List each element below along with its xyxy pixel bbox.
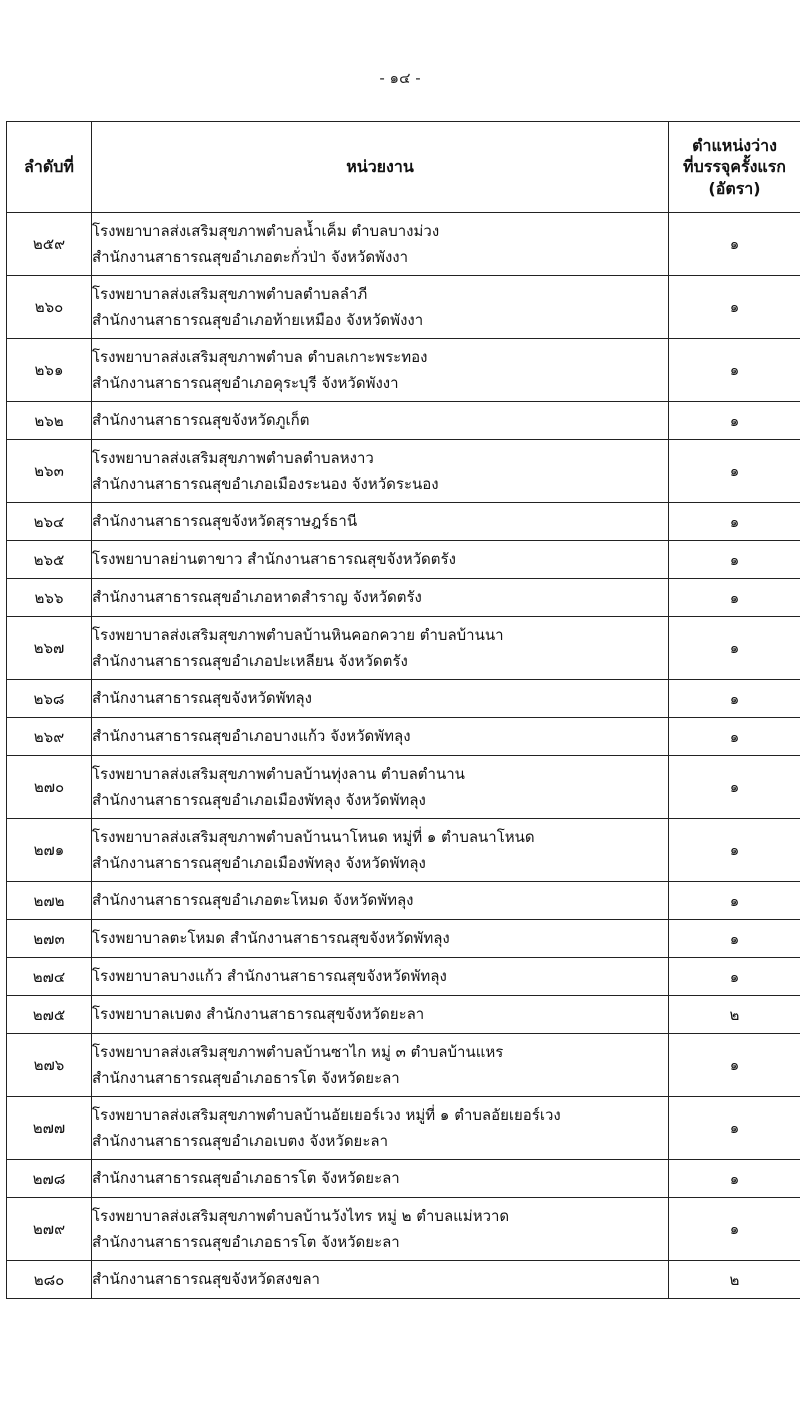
table-row xyxy=(7,1160,800,1198)
row-order-number: ๒๖๒ xyxy=(7,402,92,440)
row-order-number: ๒๗๖ xyxy=(7,1034,92,1097)
header-positions xyxy=(669,122,800,213)
row-quantity: ๑ xyxy=(669,958,800,996)
table-row xyxy=(7,339,800,402)
row-unit xyxy=(92,680,669,718)
row-order-number: ๒๖๖ xyxy=(7,579,92,617)
row-order-number: ๒๗๑ xyxy=(7,819,92,882)
page-number: - ๑๔ - xyxy=(379,69,421,87)
row-unit xyxy=(92,958,669,996)
row-unit xyxy=(92,1198,669,1261)
table-row xyxy=(7,680,800,718)
row-unit xyxy=(92,503,669,541)
row-order-number: ๒๖๑ xyxy=(7,339,92,402)
row-unit-line: สำนักงานสาธารณสุขอำเภอเมืองระนอง จังหวัดระนอง xyxy=(92,475,439,493)
table-row xyxy=(7,718,800,756)
row-unit xyxy=(92,440,669,503)
row-unit-line: โรงพยาบาลตะโหมด สำนักงานสาธารณสุขจังหวัดพัทลุง xyxy=(92,929,450,948)
table-row xyxy=(7,541,800,579)
row-unit-line: โรงพยาบาลบางแก้ว สำนักงานสาธารณสุขจังหวัดพัทลุง xyxy=(92,967,447,986)
header-positions-line1: ตำแหน่งว่าง xyxy=(692,135,777,155)
table-header-row xyxy=(7,122,800,213)
row-unit-line: โรงพยาบาลส่งเสริมสุขภาพตำบลบ้านหินคอกควาย ตำบลบ้านนา xyxy=(92,625,504,644)
row-unit-line: โรงพยาบาลส่งเสริมสุขภาพตำบลตำบลลำภี xyxy=(92,284,368,303)
table-row xyxy=(7,1034,800,1097)
row-unit-line: สำนักงานสาธารณสุขอำเภอตะกั่วป่า จังหวัดพังงา xyxy=(92,248,409,266)
row-unit xyxy=(92,718,669,756)
row-unit-line: โรงพยาบาลเบตง สำนักงานสาธารณสุขจังหวัดยะลา xyxy=(92,1005,425,1024)
row-unit-line: สำนักงานสาธารณสุขอำเภอเบตง จังหวัดยะลา xyxy=(92,1132,389,1150)
row-order-number: ๒๖๐ xyxy=(7,276,92,339)
row-quantity: ๑ xyxy=(669,1034,800,1097)
header-positions-line2: ที่บรรจุครั้งแรก xyxy=(683,157,786,177)
table-body xyxy=(7,213,800,1299)
table-row xyxy=(7,1198,800,1261)
row-quantity: ๑ xyxy=(669,680,800,718)
table-row xyxy=(7,756,800,819)
row-unit-line: สำนักงานสาธารณสุขจังหวัดสุราษฎร์ธานี xyxy=(92,512,358,531)
row-unit-line: โรงพยาบาลส่งเสริมสุขภาพตำบลบ้านทุ่งลาน ตำบลตำนาน xyxy=(92,764,465,783)
row-unit xyxy=(92,617,669,680)
header-positions-line3: (อัตรา) xyxy=(708,178,761,198)
row-unit-line: สำนักงานสาธารณสุขอำเภอบางแก้ว จังหวัดพัทลุง xyxy=(92,727,411,746)
row-unit xyxy=(92,920,669,958)
row-unit-line: สำนักงานสาธารณสุขอำเภอหาดสำราญ จังหวัดตรัง xyxy=(92,588,422,607)
table-row xyxy=(7,920,800,958)
row-quantity: ๑ xyxy=(669,440,800,503)
row-quantity: ๑ xyxy=(669,1198,800,1261)
row-quantity: ๑ xyxy=(669,339,800,402)
row-unit-line: สำนักงานสาธารณสุขอำเภอธารโต จังหวัดยะลา xyxy=(92,1069,400,1087)
row-order-number: ๒๕๙ xyxy=(7,213,92,276)
row-order-number: ๒๗๙ xyxy=(7,1198,92,1261)
row-unit-line: สำนักงานสาธารณสุขจังหวัดภูเก็ต xyxy=(92,411,310,430)
row-order-number: ๒๗๓ xyxy=(7,920,92,958)
row-order-number: ๒๖๘ xyxy=(7,680,92,718)
table-row xyxy=(7,440,800,503)
row-quantity: ๒ xyxy=(669,1261,800,1299)
row-order-number: ๒๖๕ xyxy=(7,541,92,579)
row-order-number: ๒๗๕ xyxy=(7,996,92,1034)
row-unit-line: โรงพยาบาลส่งเสริมสุขภาพตำบลบ้านซาไก หมู่ ๓ ตำบลบ้านแหร xyxy=(92,1042,504,1061)
row-unit-line: โรงพยาบาลส่งเสริมสุขภาพตำบลบ้านนาโหนด หมู่ที่ ๑ ตำบลนาโหนด xyxy=(92,827,535,846)
row-unit-line: โรงพยาบาลส่งเสริมสุขภาพตำบลบ้านวังไทร หมู่ ๒ ตำบลแม่หวาด xyxy=(92,1206,510,1225)
row-quantity: ๑ xyxy=(669,756,800,819)
row-order-number: ๒๗๗ xyxy=(7,1097,92,1160)
table-row xyxy=(7,996,800,1034)
table-row xyxy=(7,503,800,541)
row-unit xyxy=(92,339,669,402)
row-unit xyxy=(92,756,669,819)
row-order-number: ๒๗๘ xyxy=(7,1160,92,1198)
row-unit-line: สำนักงานสาธารณสุขอำเภอท้ายเหมือง จังหวัดพังงา xyxy=(92,311,424,329)
row-unit xyxy=(92,819,669,882)
row-unit xyxy=(92,402,669,440)
row-unit xyxy=(92,276,669,339)
row-unit-line: สำนักงานสาธารณสุขอำเภอธารโต จังหวัดยะลา xyxy=(92,1233,400,1251)
row-order-number: ๒๗๔ xyxy=(7,958,92,996)
row-order-number: ๒๖๙ xyxy=(7,718,92,756)
row-quantity: ๑ xyxy=(669,579,800,617)
row-order-number: ๒๖๓ xyxy=(7,440,92,503)
row-unit-line: โรงพยาบาลส่งเสริมสุขภาพตำบลตำบลหงาว xyxy=(92,448,374,467)
row-quantity: ๑ xyxy=(669,920,800,958)
row-quantity: ๑ xyxy=(669,1160,800,1198)
row-quantity: ๑ xyxy=(669,276,800,339)
row-unit-line: สำนักงานสาธารณสุขอำเภอตะโหมด จังหวัดพัทลุง xyxy=(92,891,414,910)
row-unit xyxy=(92,1261,669,1299)
row-unit xyxy=(92,579,669,617)
table-row xyxy=(7,882,800,920)
table-row xyxy=(7,1097,800,1160)
row-unit-line: โรงพยาบาลส่งเสริมสุขภาพตำบล ตำบลเกาะพระทอง xyxy=(92,347,428,366)
row-quantity: ๒ xyxy=(669,996,800,1034)
row-quantity: ๑ xyxy=(669,718,800,756)
table-row xyxy=(7,579,800,617)
row-unit xyxy=(92,1160,669,1198)
row-unit-line: สำนักงานสาธารณสุขอำเภอเมืองพัทลุง จังหวัดพัทลุง xyxy=(92,791,426,809)
row-unit xyxy=(92,882,669,920)
row-quantity: ๑ xyxy=(669,1097,800,1160)
row-order-number: ๒๖๗ xyxy=(7,617,92,680)
row-quantity: ๑ xyxy=(669,819,800,882)
table-row xyxy=(7,402,800,440)
row-unit-line: โรงพยาบาลย่านตาขาว สำนักงานสาธารณสุขจังหวัดตรัง xyxy=(92,550,456,569)
table-row xyxy=(7,213,800,276)
row-quantity: ๑ xyxy=(669,213,800,276)
row-unit-line: สำนักงานสาธารณสุขอำเภอปะเหลียน จังหวัดตรัง xyxy=(92,652,408,670)
row-order-number: ๒๗๐ xyxy=(7,756,92,819)
row-unit-line: สำนักงานสาธารณสุขอำเภอธารโต จังหวัดยะลา xyxy=(92,1169,400,1188)
table-row xyxy=(7,958,800,996)
table-row xyxy=(7,276,800,339)
row-quantity: ๑ xyxy=(669,882,800,920)
row-quantity: ๑ xyxy=(669,541,800,579)
row-unit-line: สำนักงานสาธารณสุขอำเภอคุระบุรี จังหวัดพังงา xyxy=(92,374,399,392)
row-unit xyxy=(92,1097,669,1160)
row-unit-line: โรงพยาบาลส่งเสริมสุขภาพตำบลบ้านอัยเยอร์เวง หมู่ที่ ๑ ตำบลอัยเยอร์เวง xyxy=(92,1105,561,1124)
table-row xyxy=(7,617,800,680)
header-unit: หน่วยงาน xyxy=(92,122,669,213)
row-order-number: ๒๖๔ xyxy=(7,503,92,541)
row-quantity: ๑ xyxy=(669,503,800,541)
row-unit xyxy=(92,213,669,276)
positions-table xyxy=(6,121,800,1299)
row-quantity: ๑ xyxy=(669,617,800,680)
row-unit xyxy=(92,996,669,1034)
row-unit-line: สำนักงานสาธารณสุขจังหวัดพัทลุง xyxy=(92,689,312,708)
table-row xyxy=(7,1261,800,1299)
row-order-number: ๒๗๒ xyxy=(7,882,92,920)
row-unit-line: สำนักงานสาธารณสุขอำเภอเมืองพัทลุง จังหวัดพัทลุง xyxy=(92,854,426,872)
row-unit-line: โรงพยาบาลส่งเสริมสุขภาพตำบลน้ำเค็ม ตำบลบางม่วง xyxy=(92,221,440,240)
table-row xyxy=(7,819,800,882)
row-order-number: ๒๘๐ xyxy=(7,1261,92,1299)
row-unit-line: สำนักงานสาธารณสุขจังหวัดสงขลา xyxy=(92,1270,320,1289)
header-order: ลำดับที่ xyxy=(7,122,92,213)
row-unit xyxy=(92,541,669,579)
row-quantity: ๑ xyxy=(669,402,800,440)
row-unit xyxy=(92,1034,669,1097)
